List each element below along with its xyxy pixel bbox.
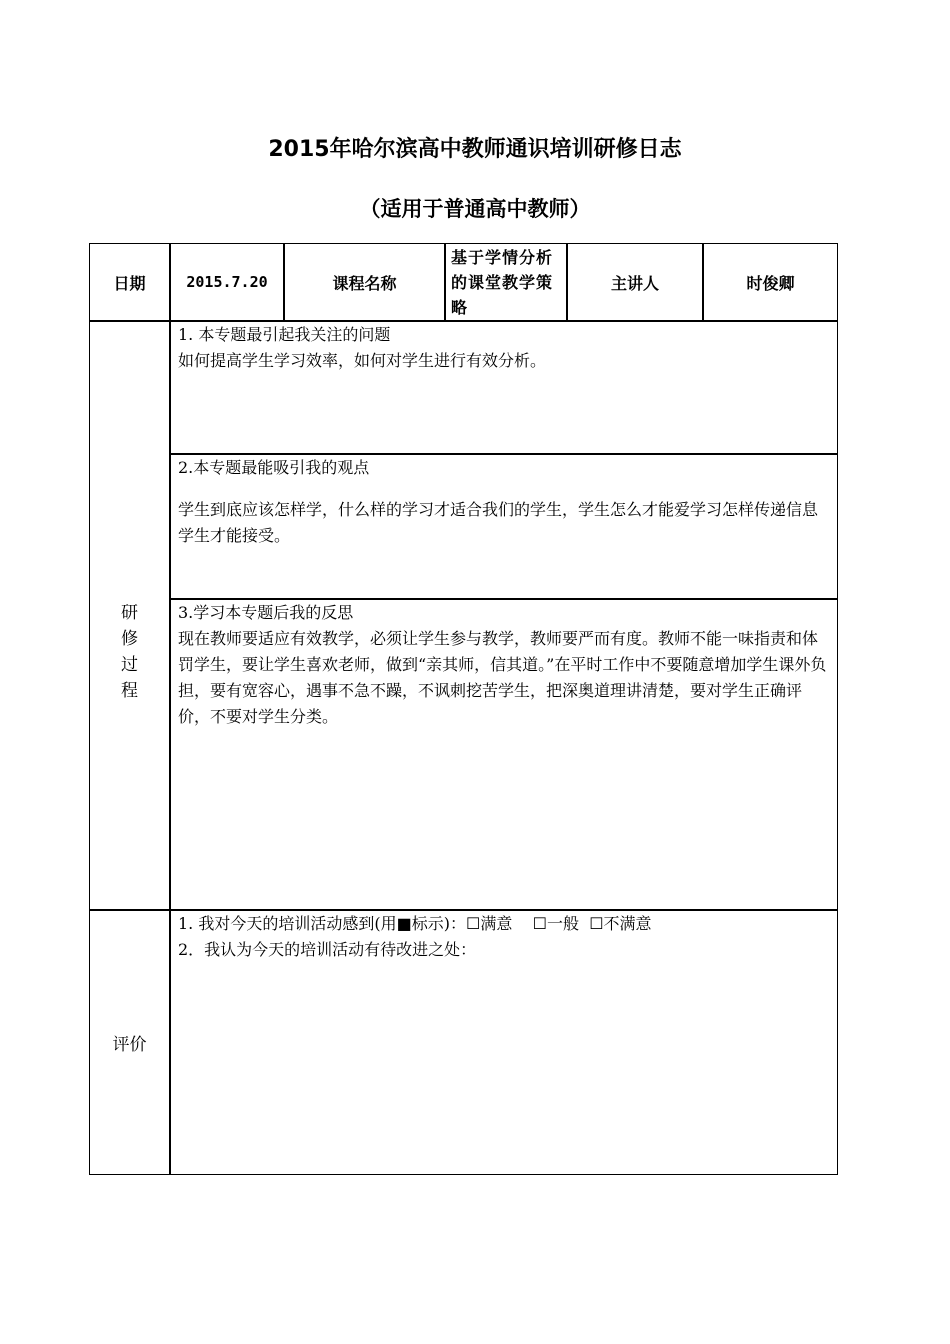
section-1-body: 如何提高学生学习效率，如何对学生进行有效分析。 xyxy=(178,351,547,370)
evaluation-item-1-text: 1. 我对今天的培训活动感到(用■标示)： xyxy=(178,914,466,933)
section-2-body: 学生到底应该怎样学，什么样的学习才适合我们的学生，学生怎么才能爱学习怎样传递信息学生才能接受。 xyxy=(178,500,819,545)
checkbox-satisfied[interactable]: ☐满意 xyxy=(465,914,513,933)
section-3-body: 现在教师要适应有效教学，必须让学生参与教学，教师要严而有度。教师不能一味指责和体罚学生，要让学生喜欢老师，做到“亲其师，信其道。”在平时工作中不要随意增加学生课外负担，要有宽容心，遇事不急不躁，不讽刺挖苦学生，把深奥道理讲清楚，要对学生正确评价，不要对学生分类。 xyxy=(178,629,827,726)
label-char: 修 xyxy=(121,629,138,649)
page-title: 2015年哈尔滨高中教师通识培训研修日志 xyxy=(268,137,682,162)
research-process-label xyxy=(90,600,169,704)
option-label: 不满意 xyxy=(603,914,652,933)
section-3 xyxy=(178,600,830,730)
evaluation-item-1 xyxy=(178,911,830,937)
divider xyxy=(169,243,171,1175)
course-label: 课程名称 xyxy=(332,273,397,293)
date-label: 日期 xyxy=(113,273,146,293)
checkbox-average[interactable]: ☐一般 xyxy=(532,914,580,933)
option-label: 满意 xyxy=(480,914,513,933)
date-value: 2015.7.20 xyxy=(186,273,268,291)
course-value: 基于学情分析的课堂教学策略 xyxy=(451,248,554,317)
section-2-heading: 2.本专题最能吸引我的观点 xyxy=(178,458,370,477)
evaluation-content xyxy=(178,911,830,963)
label-char: 程 xyxy=(121,681,138,701)
evaluation-label: 评价 xyxy=(112,1035,147,1055)
divider xyxy=(444,243,446,321)
section-2 xyxy=(178,455,830,549)
lecturer-label: 主讲人 xyxy=(610,273,659,293)
checkbox-unsatisfied[interactable]: ☐不满意 xyxy=(589,914,652,933)
page-subtitle: （适用于普通高中教师） xyxy=(359,197,591,221)
option-label: 一般 xyxy=(547,914,580,933)
section-1 xyxy=(178,322,830,374)
label-char: 过 xyxy=(121,655,138,675)
label-char: 研 xyxy=(121,603,138,623)
section-3-heading: 3.学习本专题后我的反思 xyxy=(178,603,354,622)
lecturer-value: 时俊卿 xyxy=(746,273,795,293)
section-1-heading: 1. 本专题最引起我关注的问题 xyxy=(178,325,391,344)
evaluation-item-2: 2．我认为今天的培训活动有待改进之处： xyxy=(178,940,477,959)
